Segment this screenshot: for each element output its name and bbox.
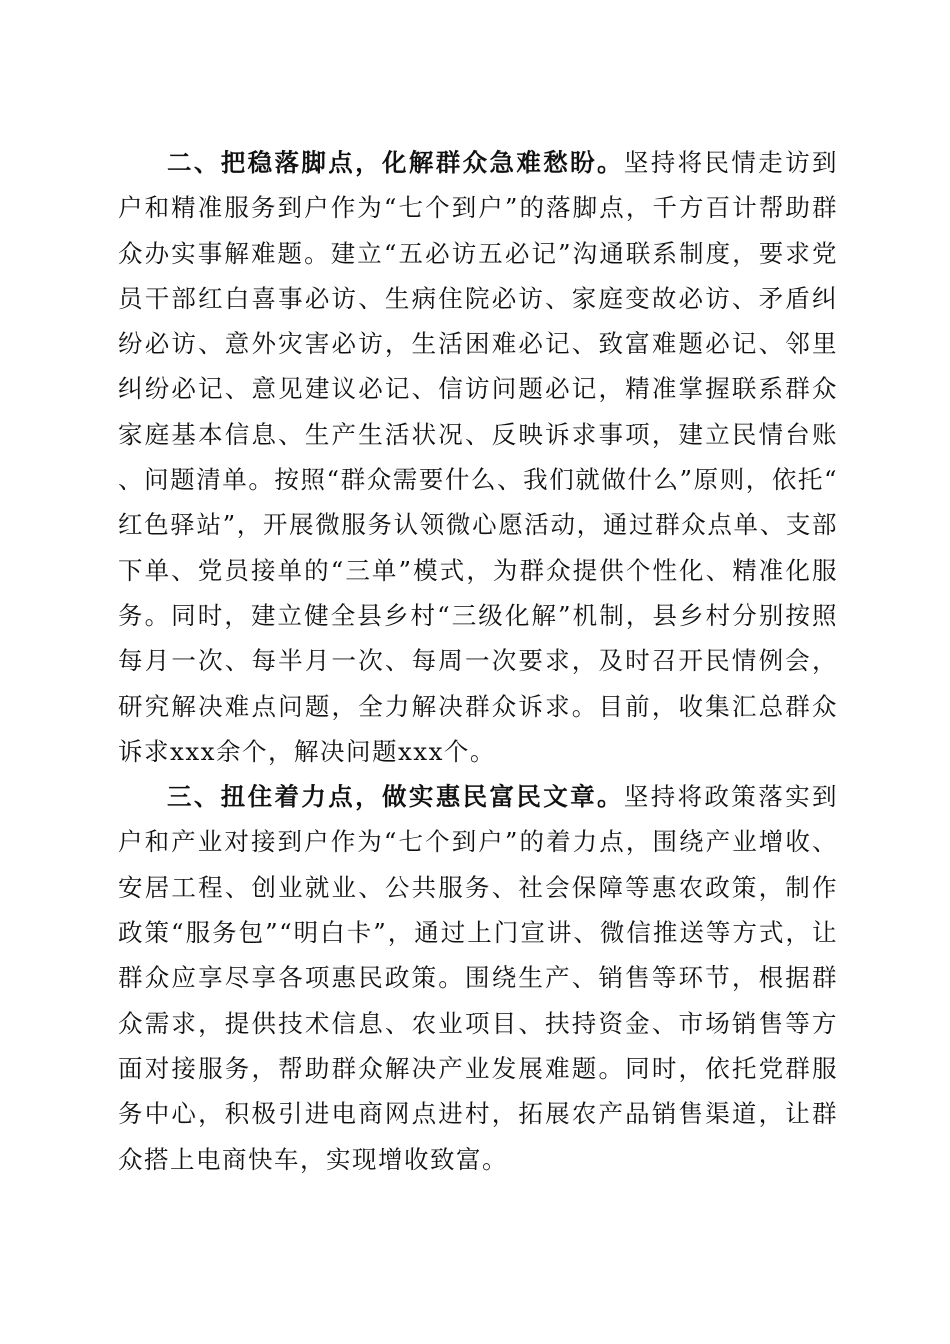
section-two-body: 坚持将民情走访到户和精准服务到户作为“七个到户”的落脚点，千方百计帮助群众办实事解难题。建立“五必访五必记”沟通联系制度，要求党员干部红白喜事必访、生病住院必访、家庭变故必访、矛盾纠纷必访、意外灾害必访，生活困难必记、致富难题必记、邻里纠纷必记、意见建议必记、信访问题必记，精准掌握联系群众家庭基本信息、生产生活状况、反映诉求事项，建立民情台账、问题清单。按照“群众需要什么、我们就做什么”原则，依托“红色驿站”，开展微服务认领微心愿活动，通过群众点单、支部下单、党员接单的“三单”模式，为群众提供个性化、精准化服务。同时，建立健全县乡村“三级化解”机制，县乡村分别按照每月一次、每半月一次、每周一次要求，及时召开民情例会，研究解决难点问题，全力解决群众诉求。目前，收集汇总群众诉求xxx余个，解决问题xxx个。 (118, 148, 838, 766)
section-three-heading: 三、扭住着力点，做实惠民富民文章。 (167, 782, 624, 812)
document-body (118, 140, 838, 1182)
paragraph-section-three (118, 774, 838, 1182)
section-three-body: 坚持将政策落实到户和产业对接到户作为“七个到户”的着力点，围绕产业增收、安居工程、创业就业、公共服务、社会保障等惠农政策，制作政策“服务包”“明白卡”，通过上门宣讲、微信推送等方式，让群众应享尽享各项惠民政策。围绕生产、销售等环节，根据群众需求，提供技术信息、农业项目、扶持资金、市场销售等方面对接服务，帮助群众解决产业发展难题。同时，依托党群服务中心，积极引进电商网点进村，拓展农产品销售渠道，让群众搭上电商快车，实现增收致富。 (118, 782, 838, 1174)
paragraph-section-two (118, 140, 838, 774)
section-two-heading: 二、把稳落脚点，化解群众急难愁盼。 (167, 148, 624, 177)
